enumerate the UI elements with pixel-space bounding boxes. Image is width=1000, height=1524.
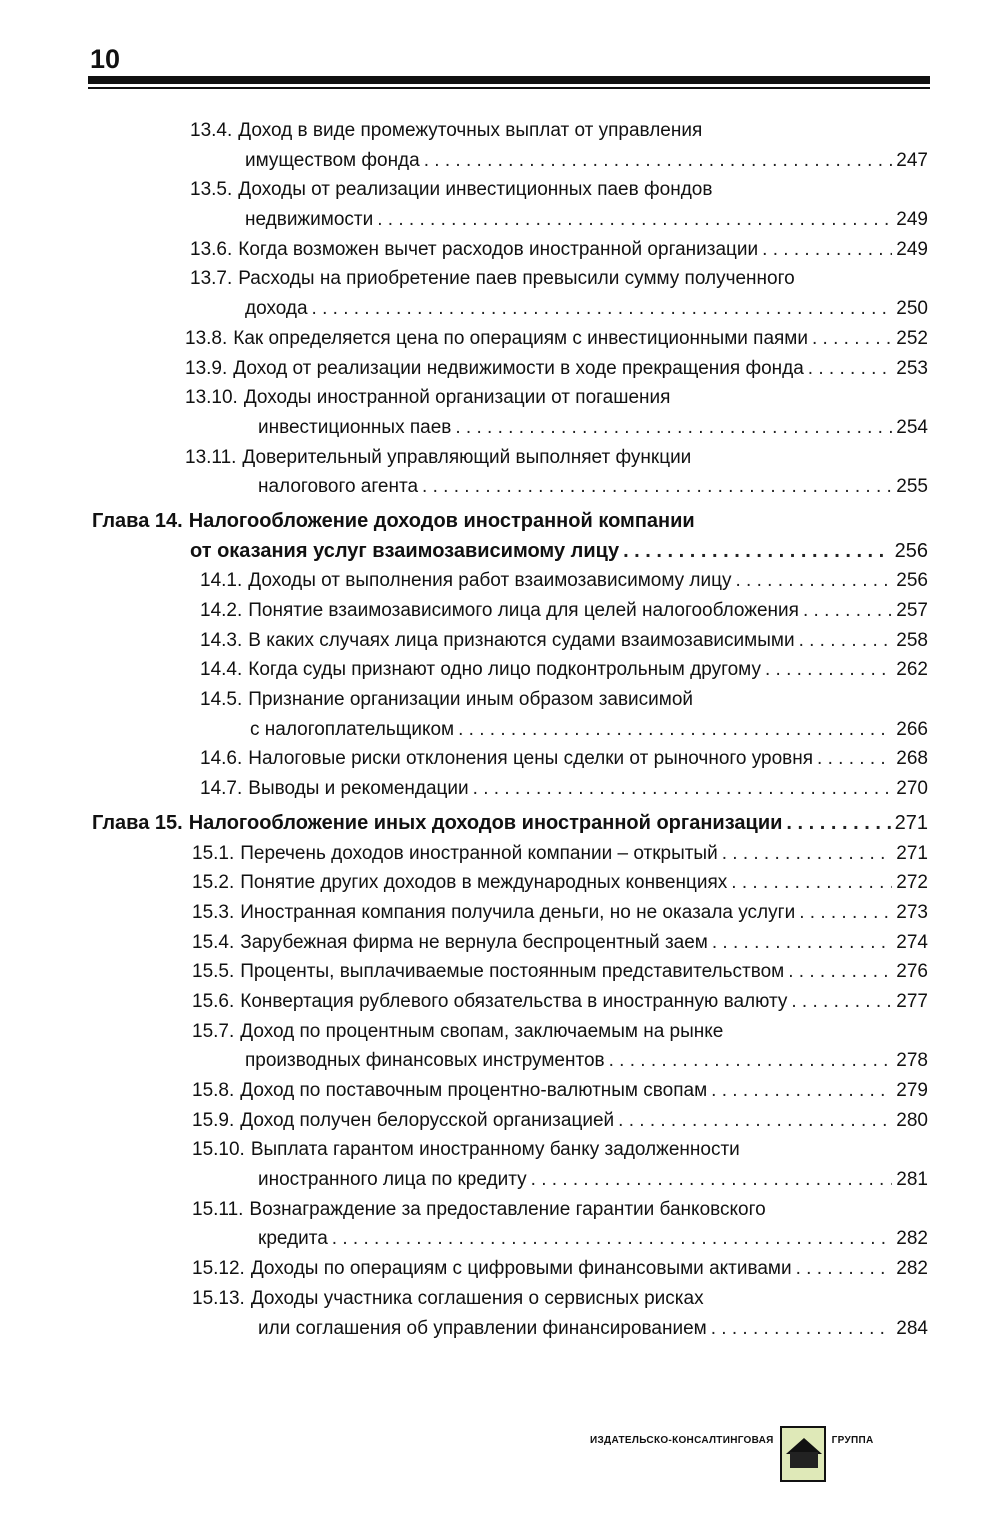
toc-line-content — [250, 715, 928, 745]
dot-leader — [788, 957, 892, 987]
toc-page-number: 258 — [896, 629, 928, 651]
dot-leader — [332, 1224, 893, 1254]
toc-entry-number: 13.6. — [190, 238, 233, 260]
toc-entry-title: Понятие других доходов в международных конвенциях — [240, 872, 728, 894]
toc-line-content — [192, 1017, 723, 1047]
toc-page-number: 281 — [896, 1169, 928, 1191]
toc-line-content — [190, 264, 795, 294]
toc-entry-number: 15.7. — [192, 1020, 235, 1042]
toc-entry-number: 15.2. — [192, 872, 235, 894]
toc-entry-number: Глава 15. — [92, 811, 183, 834]
toc-entry-title: Конвертация рублевого обязательства в иностранную валюту — [240, 990, 788, 1012]
toc-entry-title: Доходы участника соглашения о сервисных рисках — [250, 1287, 704, 1309]
toc-entry-line — [0, 715, 1000, 745]
dot-leader — [796, 1254, 893, 1284]
toc-page-number: 271 — [896, 842, 928, 864]
toc-entry-line — [0, 626, 1000, 656]
toc-line-content — [200, 744, 928, 774]
toc-entry-number: 14.4. — [200, 659, 243, 681]
toc-entry-line — [0, 235, 1000, 265]
toc-page-number: 279 — [896, 1080, 928, 1101]
toc-entry-number: Глава 14. — [92, 509, 183, 532]
toc-line-content — [200, 626, 928, 656]
toc-line-content — [192, 1284, 704, 1314]
dot-leader — [458, 715, 892, 745]
toc-entry-title: Вознаграждение за предоставление гарантии банковского — [249, 1198, 766, 1220]
dot-leader — [455, 413, 892, 443]
dot-leader — [312, 294, 893, 324]
dot-leader — [799, 898, 892, 928]
dot-leader — [799, 626, 893, 656]
toc-page-number: 256 — [896, 570, 928, 592]
toc-line-content — [200, 685, 693, 715]
toc-line-content — [192, 1135, 740, 1165]
toc-line-content — [245, 294, 928, 324]
toc-entry-title: Доверительный управляющий выполняет функции — [242, 446, 692, 468]
toc-line-content — [192, 839, 928, 869]
toc-entry-title: Когда суды признают одно лицо подконтрольным другому — [248, 659, 761, 681]
toc-entry-line — [0, 146, 1000, 176]
toc-line-content — [192, 898, 928, 928]
toc-entry-number: 13.8. — [185, 327, 228, 349]
toc-entry-number: 13.9. — [185, 357, 228, 379]
toc-entry-title: инвестиционных паев — [258, 416, 452, 438]
toc-chapter-line — [0, 507, 1000, 537]
toc-line-content — [200, 566, 928, 596]
toc-line-content — [190, 116, 702, 146]
toc-entry-title: Расходы на приобретение паев превысили сумму полученного — [238, 268, 795, 290]
dot-leader — [623, 537, 891, 567]
publisher-name-left: ИЗДАТЕЛЬСКО-КОНСАЛТИНГОВАЯ — [590, 1434, 774, 1446]
toc-line-content — [200, 655, 928, 685]
toc-page-number: 255 — [896, 476, 928, 498]
toc-page-number: 272 — [896, 872, 928, 894]
toc-entry-line — [0, 1314, 1000, 1344]
toc-page-number: 249 — [896, 238, 928, 260]
toc-page-number: 254 — [896, 416, 928, 438]
toc-entry-title: Перечень доходов иностранной компании – открытый — [240, 842, 718, 864]
dot-leader — [817, 744, 892, 774]
toc-entry-title: Как определяется цена по операциям с инвестиционными паями — [233, 327, 808, 349]
dot-leader — [609, 1046, 893, 1076]
toc-line-content — [245, 205, 928, 235]
toc-entry-number: 15.11. — [192, 1198, 244, 1220]
toc-entry-line — [0, 898, 1000, 928]
toc-entry-title: Доход от реализации недвижимости в ходе прекращения фонда — [233, 357, 804, 379]
toc-line-content — [190, 235, 928, 265]
toc-page-number: 262 — [896, 659, 928, 681]
toc-entry-title: Проценты, выплачиваемые постоянным представительством — [240, 961, 785, 983]
toc-line-content — [185, 443, 691, 473]
toc-entry-title: кредита — [258, 1228, 328, 1250]
dot-leader — [731, 868, 892, 898]
toc-line-content — [192, 1106, 928, 1136]
dot-leader — [765, 655, 892, 685]
toc-entry-title: Доходы от реализации инвестиционных паев фондов — [238, 179, 713, 201]
toc-entry-title: Налогообложение иных доходов иностранной организации — [188, 811, 783, 834]
toc-line-content — [192, 1076, 928, 1106]
toc-entry-title: недвижимости — [245, 209, 374, 231]
toc-entry-line — [0, 1195, 1000, 1225]
dot-leader — [808, 354, 893, 384]
toc-entry-title: Зарубежная фирма не вернула беспроцентный заем — [240, 931, 708, 953]
toc-entry-number: 14.2. — [200, 600, 243, 621]
toc-entry-title: Признание организации иным образом зависимой — [248, 689, 694, 711]
toc-line-content — [192, 987, 928, 1017]
toc-entry-title: Доходы по операциям с цифровыми финансовыми активами — [250, 1258, 792, 1280]
toc-entry-line — [0, 1017, 1000, 1047]
toc-entry-line — [0, 1135, 1000, 1165]
toc-entry-line — [0, 685, 1000, 715]
toc-page-number: 253 — [896, 357, 928, 379]
dot-leader — [722, 839, 893, 869]
table-of-contents — [0, 116, 1000, 1343]
toc-page-number: 282 — [896, 1258, 928, 1280]
publisher-logo-icon — [780, 1426, 826, 1482]
toc-entry-line — [0, 1076, 1000, 1106]
toc-line-content — [258, 1314, 928, 1344]
toc-entry-title: налогового агента — [258, 476, 419, 498]
toc-page-number: 273 — [896, 901, 928, 923]
toc-entry-title: Доход по поставочным процентно-валютным свопам — [240, 1080, 708, 1101]
toc-line-content — [192, 928, 928, 958]
toc-entry-title: с налогоплательщиком — [250, 718, 455, 740]
toc-entry-line — [0, 472, 1000, 502]
toc-page-number: 274 — [896, 931, 928, 953]
toc-line-content — [192, 957, 928, 987]
toc-line-content — [245, 146, 928, 176]
toc-entry-title: имуществом фонда — [245, 149, 420, 171]
toc-chapter-line — [0, 537, 1000, 567]
toc-page-number: 249 — [896, 209, 928, 231]
toc-entry-title: Доходы иностранной организации от погашения — [243, 387, 671, 409]
toc-page-number: 278 — [896, 1050, 928, 1072]
dot-leader — [791, 987, 892, 1017]
dot-leader — [736, 566, 893, 596]
toc-entry-line — [0, 928, 1000, 958]
dot-leader — [712, 928, 892, 958]
toc-entry-number: 13.7. — [190, 268, 233, 290]
toc-entry-number: 15.1. — [192, 842, 235, 864]
toc-entry-number: 15.10. — [192, 1139, 245, 1161]
toc-entry-number: 15.8. — [192, 1080, 235, 1101]
dot-leader — [762, 235, 892, 265]
toc-line-content — [185, 324, 928, 354]
toc-entry-number: 13.11. — [185, 446, 237, 468]
toc-entry-line — [0, 1106, 1000, 1136]
toc-entry-number: 15.13. — [192, 1287, 245, 1309]
dot-leader — [422, 472, 892, 502]
toc-entry-number: 15.12. — [192, 1258, 245, 1280]
toc-entry-title: иностранного лица по кредиту — [258, 1169, 527, 1191]
toc-page-number: 268 — [896, 748, 928, 770]
toc-entry-number: 13.4. — [190, 120, 233, 141]
header-rule-thick — [88, 76, 930, 84]
toc-entry-number: 13.5. — [190, 179, 233, 201]
toc-entry-line — [0, 655, 1000, 685]
toc-page-number: 282 — [896, 1228, 928, 1250]
toc-entry-number: 15.5. — [192, 961, 235, 983]
toc-line-content — [258, 413, 928, 443]
toc-line-content — [185, 383, 670, 413]
toc-page-number: 256 — [894, 539, 928, 562]
toc-entry-title: Налоговые риски отклонения цены сделки от рыночного уровня — [248, 748, 814, 770]
toc-page-number: 280 — [896, 1109, 928, 1131]
toc-entry-line — [0, 205, 1000, 235]
page-number: 10 — [90, 44, 121, 74]
toc-line-content — [185, 354, 928, 384]
toc-entry-title: Выводы и рекомендации — [248, 778, 469, 800]
toc-entry-line — [0, 566, 1000, 596]
toc-line-content — [245, 1046, 928, 1076]
toc-entry-line — [0, 324, 1000, 354]
toc-entry-number: 14.1. — [200, 570, 243, 592]
dot-leader — [786, 809, 890, 839]
toc-line-content — [190, 175, 712, 205]
toc-line-content — [190, 537, 928, 567]
toc-line-content — [192, 1195, 766, 1225]
toc-entry-number: 15.9. — [192, 1109, 235, 1131]
toc-page-number: 270 — [896, 778, 928, 800]
toc-entry-title: Понятие взаимозависимого лица для целей налогообложения — [248, 600, 799, 621]
toc-entry-line — [0, 774, 1000, 804]
dot-leader — [618, 1106, 892, 1136]
toc-entry-line — [0, 175, 1000, 205]
toc-page-number: 247 — [896, 149, 928, 171]
toc-entry-line — [0, 957, 1000, 987]
toc-entry-line — [0, 116, 1000, 146]
toc-entry-line — [0, 443, 1000, 473]
toc-line-content — [92, 507, 695, 537]
toc-entry-number: 15.3. — [192, 901, 235, 923]
dot-leader — [711, 1314, 893, 1344]
toc-entry-line — [0, 354, 1000, 384]
dot-leader — [812, 324, 892, 354]
toc-page-number: 277 — [896, 990, 928, 1012]
toc-line-content — [200, 596, 928, 626]
toc-line-content — [192, 1254, 928, 1284]
toc-page-number: 284 — [896, 1317, 928, 1339]
toc-entry-title: Налогообложение доходов иностранной компании — [188, 509, 695, 532]
dot-leader — [473, 774, 893, 804]
dot-leader — [531, 1165, 893, 1195]
toc-entry-title: от оказания услуг взаимозависимому лицу — [190, 539, 620, 562]
toc-line-content — [192, 868, 928, 898]
toc-line-content — [200, 774, 928, 804]
toc-entry-line — [0, 596, 1000, 626]
toc-entry-line — [0, 1224, 1000, 1254]
toc-page-number: 271 — [894, 811, 928, 834]
toc-entry-title: производных финансовых инструментов — [245, 1050, 605, 1072]
toc-entry-title: Выплата гарантом иностранному банку задолженности — [250, 1139, 740, 1161]
toc-line-content — [258, 1224, 928, 1254]
toc-line-content — [258, 1165, 928, 1195]
toc-entry-line — [0, 264, 1000, 294]
toc-entry-title: Иностранная компания получила деньги, но не оказала услуги — [240, 901, 796, 923]
dot-leader — [424, 146, 893, 176]
toc-chapter-line — [0, 809, 1000, 839]
toc-entry-line — [0, 839, 1000, 869]
toc-page-number: 252 — [896, 327, 928, 349]
header-rule-thin — [88, 87, 930, 89]
toc-entry-line — [0, 1046, 1000, 1076]
toc-entry-title: Доход получен белорусской организацией — [240, 1109, 615, 1131]
toc-entry-line — [0, 383, 1000, 413]
toc-entry-title: Когда возможен вычет расходов иностранной организации — [238, 238, 759, 260]
dot-leader — [803, 596, 892, 626]
toc-line-content — [258, 472, 928, 502]
toc-entry-number: 14.3. — [200, 629, 243, 651]
toc-entry-line — [0, 1165, 1000, 1195]
toc-entry-number: 14.5. — [200, 689, 243, 711]
toc-line-content — [92, 809, 928, 839]
toc-entry-number: 15.4. — [192, 931, 235, 953]
toc-entry-line — [0, 744, 1000, 774]
toc-entry-number: 14.6. — [200, 748, 243, 770]
toc-entry-line — [0, 1284, 1000, 1314]
toc-page-number: 257 — [896, 600, 928, 621]
toc-entry-title: Доход в виде промежуточных выплат от управления — [238, 120, 703, 141]
toc-entry-title: В каких случаях лица признаются судами взаимозависимыми — [248, 629, 795, 651]
toc-entry-title: или соглашения об управлении финансированием — [258, 1317, 707, 1339]
toc-entry-line — [0, 868, 1000, 898]
toc-page-number: 276 — [896, 961, 928, 983]
toc-entry-line — [0, 413, 1000, 443]
toc-entry-number: 15.6. — [192, 990, 235, 1012]
dot-leader — [377, 205, 892, 235]
toc-entry-line — [0, 294, 1000, 324]
toc-entry-number: 13.10. — [185, 387, 238, 409]
toc-entry-line — [0, 1254, 1000, 1284]
toc-entry-title: дохода — [245, 298, 308, 320]
dot-leader — [711, 1076, 892, 1106]
toc-page-number: 266 — [896, 718, 928, 740]
publisher-name-right: ГРУППА — [831, 1434, 874, 1446]
toc-entry-title: Доход по процентным свопам, заключаемым на рынке — [240, 1020, 724, 1042]
publisher-footer — [590, 1412, 874, 1468]
toc-entry-title: Доходы от выполнения работ взаимозависимому лицу — [248, 570, 732, 592]
toc-entry-line — [0, 987, 1000, 1017]
toc-page-number: 250 — [896, 298, 928, 320]
toc-entry-number: 14.7. — [200, 778, 243, 800]
